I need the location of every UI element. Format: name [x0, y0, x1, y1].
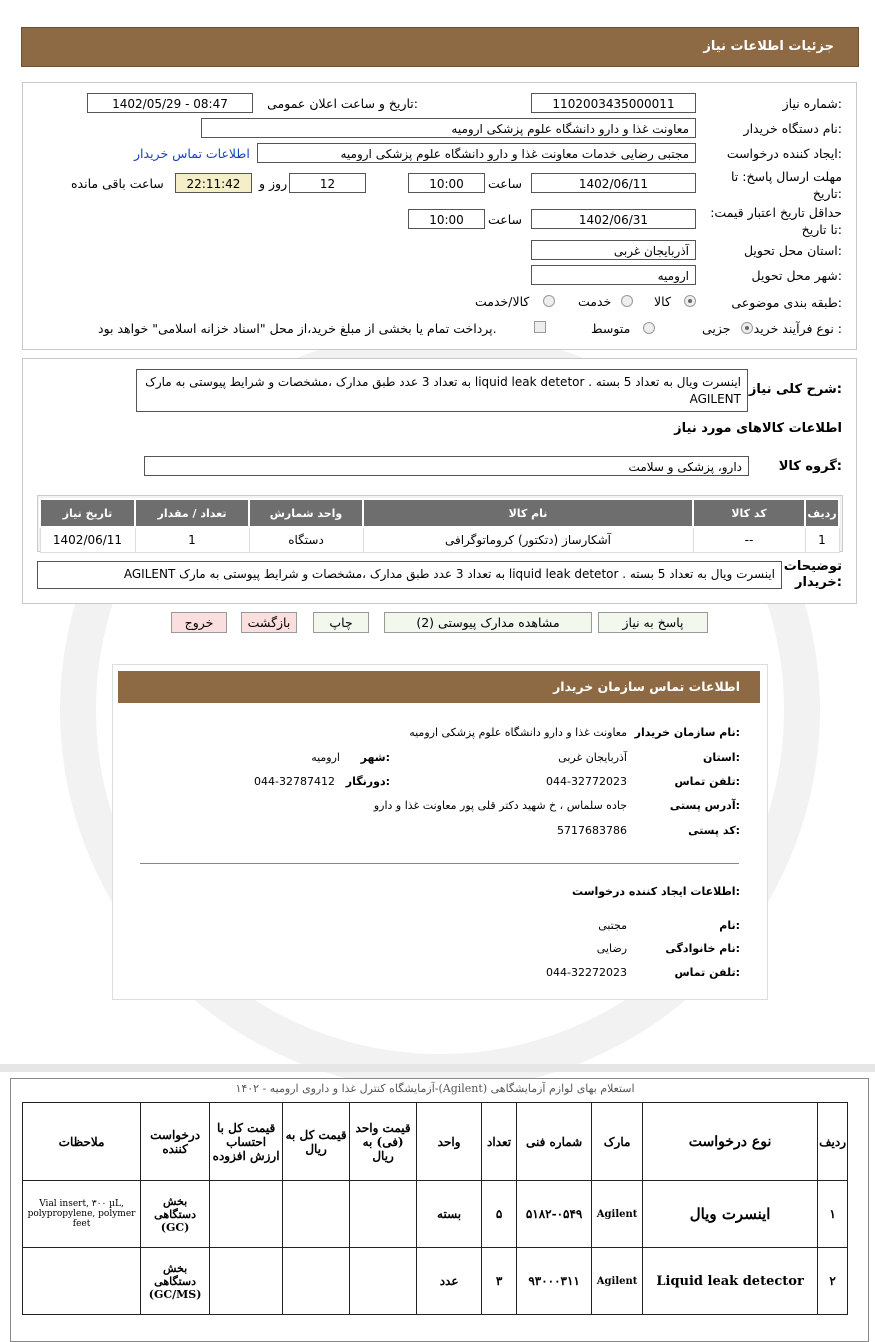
creator-phone-label: تلفن تماس:	[674, 966, 740, 979]
separator-band	[0, 1064, 875, 1072]
scan-cell-unit: بسته	[417, 1181, 482, 1248]
buyer-field: معاونت غذا و دارو دانشگاه علوم پزشکی ارومیه	[201, 118, 696, 138]
category-radio-goods[interactable]	[684, 295, 696, 307]
category-option-service: خدمت	[578, 294, 612, 309]
scan-cell-row: ۱	[818, 1181, 848, 1248]
org-label: نام سازمان خریدار:	[634, 726, 740, 739]
buyer-notes-label: توضیحات خریدار:	[783, 559, 842, 590]
buyer-notes-box: اینسرت ویال به تعداد 5 بسته . liquid leak detetor به تعداد 3 عدد طبق مدارک ،مشخصات و شرایط پیوستی به مارک AGILENT	[37, 561, 782, 589]
print-button[interactable]: چاپ	[313, 612, 369, 633]
process-radio-medium[interactable]	[643, 322, 655, 334]
city-label: شهر محل تحویل:	[751, 268, 842, 283]
scan-cell-unit: عدد	[417, 1248, 482, 1315]
scan-cell-request: اینسرت ویال	[643, 1181, 818, 1248]
scan-cell-requester: بخش دستگاهی (GC)	[141, 1181, 210, 1248]
fax-value: 044-32787412	[254, 775, 335, 788]
table-row	[23, 1248, 848, 1315]
exit-button[interactable]: خروج	[171, 612, 227, 633]
scan-cell-count: ۳	[482, 1248, 517, 1315]
contact-buyer-link[interactable]: اطلاعات تماس خریدار	[134, 146, 250, 161]
category-radio-both[interactable]	[543, 295, 555, 307]
card-divider	[140, 863, 739, 864]
back-button[interactable]: بازگشت	[241, 612, 297, 633]
goods-section-title: اطلاعات کالاهای مورد نیاز	[674, 421, 842, 436]
table-row	[23, 1181, 848, 1248]
page-title-bar	[21, 27, 859, 67]
header-quantity: تعداد / مقدار	[135, 499, 249, 527]
scan-cell-requester: بخش دستگاهی (GC/MS)	[141, 1248, 210, 1315]
header-unit: واحد شمارش	[249, 499, 363, 527]
city-field: ارومیه	[531, 265, 696, 285]
category-option-goods: کالا	[654, 294, 671, 309]
name-value: مجتبی	[598, 919, 627, 932]
scan-cell-total-vat	[210, 1181, 283, 1248]
creator-label: ایجاد کننده درخواست:	[726, 146, 842, 161]
cell-item-name: آشکارساز (دتکتور) کروماتوگرافی	[363, 527, 693, 553]
city-label-card: شهر:	[360, 751, 390, 764]
scan-header-count: تعداد	[482, 1103, 517, 1181]
need-number-label: شماره نیاز:	[782, 96, 842, 111]
attachments-button[interactable]: مشاهده مدارک پیوستی (2)	[384, 612, 592, 633]
process-label: نوع فرآیند خرید :	[753, 321, 842, 336]
scan-cell-brand: Agilent	[592, 1248, 643, 1315]
summary-text-box: اینسرت ویال به تعداد 5 بسته . liquid leak detetor به تعداد 3 عدد طبق مدارک ،مشخصات و شرایط پیوستی به مارک AGILENT	[136, 369, 748, 412]
creator-phone-value: 044-32272023	[546, 966, 627, 979]
scan-cell-total-price	[283, 1248, 350, 1315]
province-label-card: استان:	[702, 751, 740, 764]
group-field: دارو، پزشکی و سلامت	[144, 456, 749, 476]
address-value: جاده سلماس ، خ شهید دکتر قلی پور معاونت غذا و دارو	[373, 799, 627, 812]
deadline-label: مهلت ارسال پاسخ: تا تاریخ:	[731, 169, 842, 201]
province-field: آذربایجان غربی	[531, 240, 696, 260]
scan-cell-notes: Vial insert, ۳۰۰ µL, polypropylene, polymer feet	[23, 1181, 141, 1248]
scan-header-unit-price: قیمت واحد (فی) به ریال	[350, 1103, 417, 1181]
creator-field: مجتبی رضایی خدمات معاونت غذا و دارو دانشگاه علوم پزشکی ارومیه	[257, 143, 696, 163]
scan-cell-count: ۵	[482, 1181, 517, 1248]
scan-header-total-vat: قیمت کل با احتساب ارزش افزوده	[210, 1103, 283, 1181]
days-word: روز و	[259, 176, 288, 191]
validity-time-field: 10:00	[408, 209, 485, 229]
scan-cell-unit-price	[350, 1248, 417, 1315]
creator-section-title: اطلاعات ایجاد کننده درخواست:	[572, 885, 740, 898]
process-option-medium: متوسط	[591, 321, 631, 336]
cell-quantity: 1	[135, 527, 249, 553]
postal-label: کد پستی:	[688, 824, 740, 837]
validity-time-word: ساعت	[488, 212, 523, 227]
days-field: 12	[289, 173, 366, 193]
cell-unit: دستگاه	[249, 527, 363, 553]
process-radio-minor[interactable]	[741, 322, 753, 334]
group-label: گروه کالا:	[778, 459, 842, 474]
scanned-table	[22, 1102, 848, 1315]
scan-cell-total-price	[283, 1181, 350, 1248]
scan-header-request: نوع درخواست	[643, 1103, 818, 1181]
scan-header-notes: ملاحظات	[23, 1103, 141, 1181]
scan-cell-unit-price	[350, 1181, 417, 1248]
contact-card-title-bar	[118, 671, 760, 703]
header-item-name: نام کالا	[363, 499, 693, 527]
province-label: استان محل تحویل:	[743, 243, 842, 258]
category-label: طبقه بندی موضوعی:	[731, 295, 842, 310]
header-item-code: کد کالا	[693, 499, 805, 527]
address-label: آدرس پستی:	[669, 799, 740, 812]
contact-card-title: اطلاعات تماس سازمان خریدار	[553, 679, 740, 694]
remaining-word: ساعت باقی مانده	[71, 176, 164, 191]
remaining-time-field: 22:11:42	[175, 173, 252, 193]
org-value: معاونت غذا و دارو دانشگاه علوم پزشکی ارومیه	[409, 726, 627, 739]
scan-header-brand: مارک	[592, 1103, 643, 1181]
deadline-date-field: 1402/06/11	[531, 173, 696, 193]
validity-date-field: 1402/06/31	[531, 209, 696, 229]
validity-label: حداقل تاریخ اعتبار قیمت: تا تاریخ:	[710, 205, 842, 237]
cell-item-code: --	[693, 527, 805, 553]
category-radio-service[interactable]	[621, 295, 633, 307]
phone-value-card: 044-32772023	[546, 775, 627, 788]
phone-label-card: تلفن تماس:	[674, 775, 740, 788]
scanned-doc-title: استعلام بهای لوازم آزمایشگاهی (Agilent)-آزمایشگاه کنترل غذا و داروی ارومیه - ۱۴۰۲	[235, 1082, 635, 1095]
cell-need-date: 1402/06/11	[40, 527, 135, 553]
buyer-label: نام دستگاه خریدار:	[743, 121, 842, 136]
scan-cell-brand: Agilent	[592, 1181, 643, 1248]
deadline-time-field: 10:00	[408, 173, 485, 193]
items-table-header	[40, 499, 839, 527]
family-value: رضایی	[596, 942, 627, 955]
fax-label: دورنگار:	[345, 775, 390, 788]
scan-cell-request: Liquid leak detector	[643, 1248, 818, 1315]
cell-row-number: 1	[805, 527, 839, 553]
treasury-checkbox[interactable]	[534, 321, 546, 333]
scan-header-row: ردیف	[818, 1103, 848, 1181]
name-label: نام:	[719, 919, 740, 932]
process-option-minor: جزیی	[702, 321, 731, 336]
province-value-card: آذربایجان غربی	[558, 751, 627, 764]
scan-cell-part-number: ۵۱۸۲-۰۵۴۹	[517, 1181, 592, 1248]
scan-header-requester: درخواست کننده	[141, 1103, 210, 1181]
scan-cell-notes	[23, 1248, 141, 1315]
scanned-table-header	[23, 1103, 848, 1181]
table-row	[40, 527, 839, 553]
header-row-number: ردیف	[805, 499, 839, 527]
family-label: نام خانوادگی:	[665, 942, 740, 955]
reply-button[interactable]: پاسخ به نیاز	[598, 612, 708, 633]
category-option-both: کالا/خدمت	[475, 294, 530, 309]
items-table	[39, 498, 840, 553]
postal-value: 5717683786	[557, 824, 627, 837]
scan-header-part-number: شماره فنی	[517, 1103, 592, 1181]
need-number-field: 1102003435000011	[531, 93, 696, 113]
announce-label: تاریخ و ساعت اعلان عمومی:	[267, 96, 418, 111]
announce-field: 1402/05/29 - 08:47	[87, 93, 253, 113]
scan-cell-total-vat	[210, 1248, 283, 1315]
city-value-card: ارومیه	[311, 751, 340, 764]
scan-header-total-price: قیمت کل به ریال	[283, 1103, 350, 1181]
summary-label: شرح کلی نیاز:	[748, 382, 842, 397]
page-title: جزئیات اطلاعات نیاز	[703, 39, 834, 54]
payment-note: پرداخت تمام یا بخشی از مبلغ خرید،از محل "اسناد خزانه اسلامی" خواهد بود.	[98, 321, 497, 336]
deadline-time-word: ساعت	[488, 176, 523, 191]
header-need-date: تاریخ نیاز	[40, 499, 135, 527]
scan-cell-part-number: ۹۳۰۰۰۳۱۱	[517, 1248, 592, 1315]
scan-cell-row: ۲	[818, 1248, 848, 1315]
scan-header-unit: واحد	[417, 1103, 482, 1181]
